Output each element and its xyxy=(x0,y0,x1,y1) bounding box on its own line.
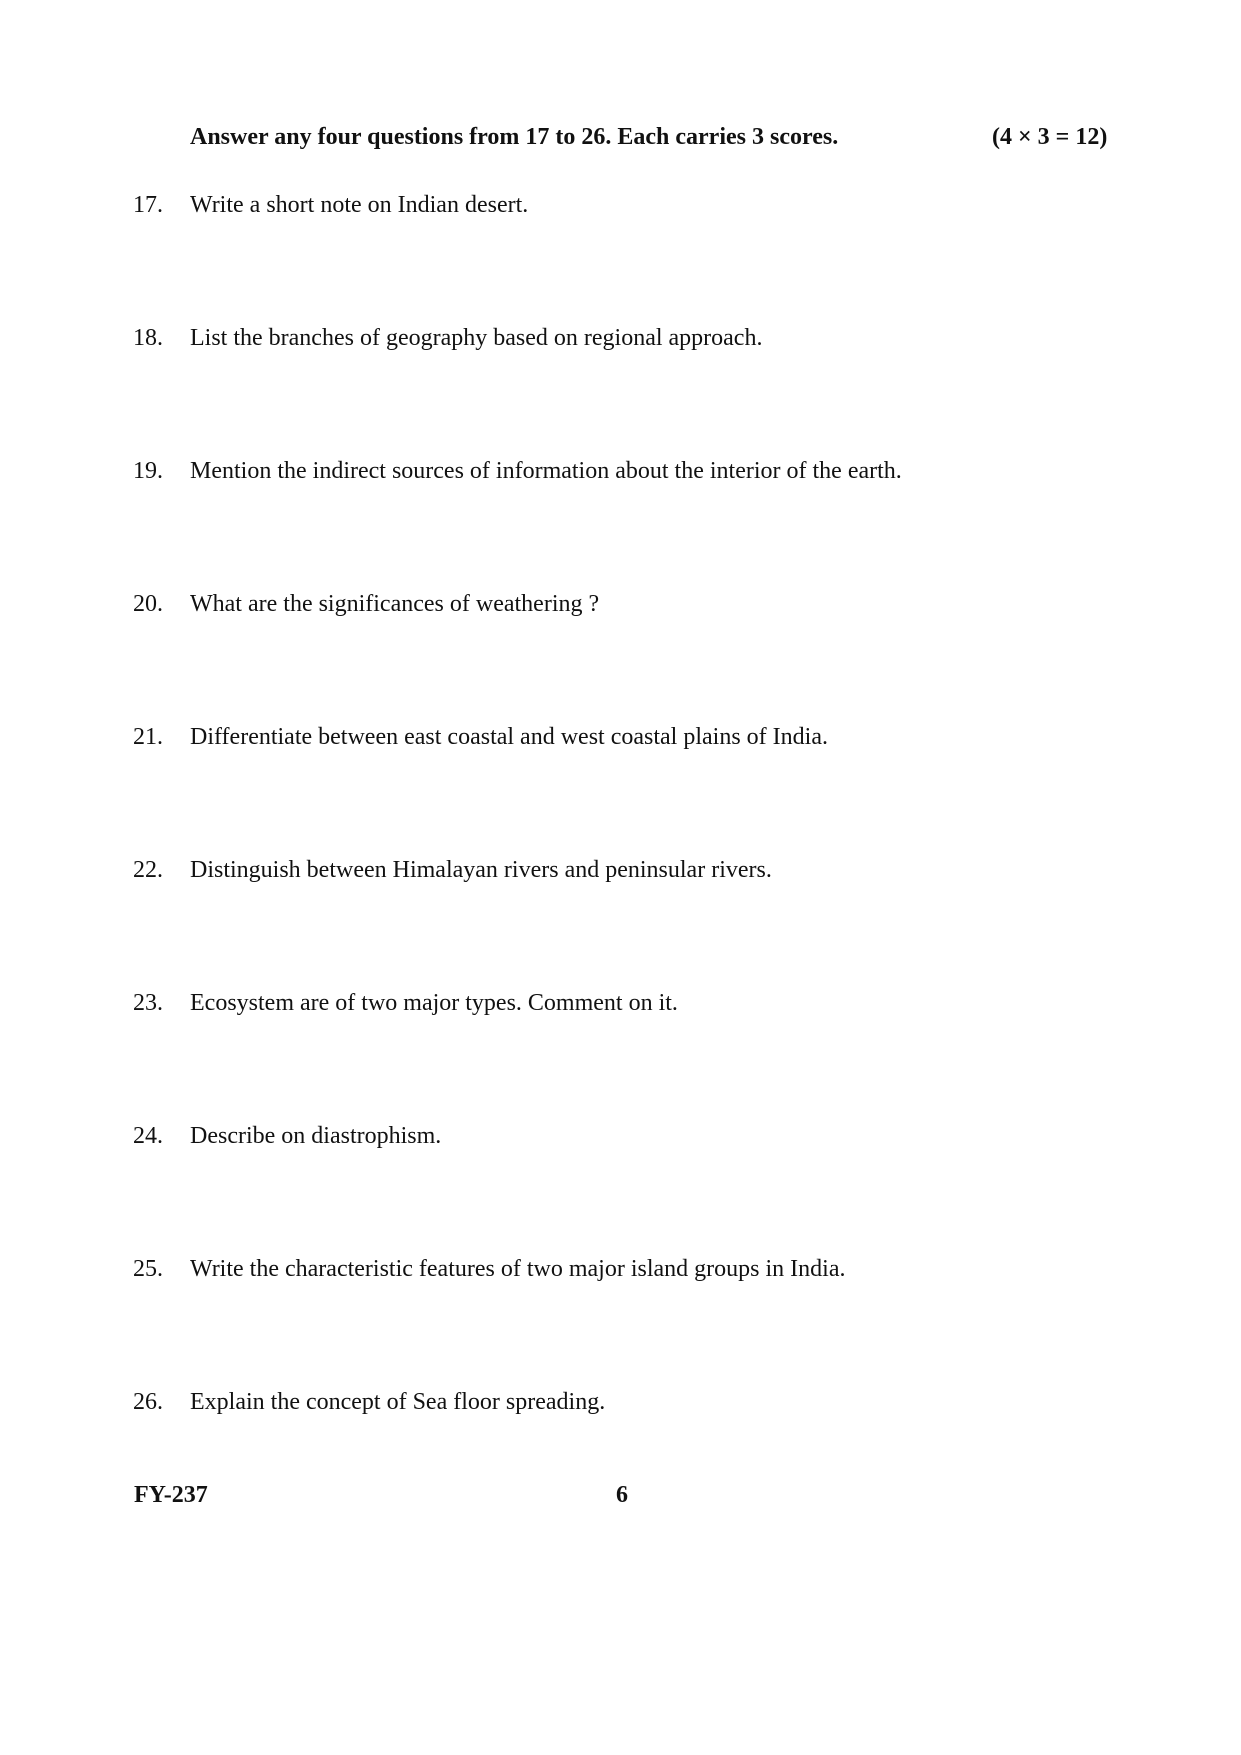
page-number: 6 xyxy=(616,1482,628,1508)
question-item xyxy=(133,451,1133,491)
question-number: 21. xyxy=(133,724,163,750)
question-text: Describe on diastrophism. xyxy=(190,1123,442,1149)
question-number: 23. xyxy=(133,990,163,1016)
question-text: Differentiate between east coastal and west coastal plains of India. xyxy=(190,724,828,750)
question-number: 17. xyxy=(133,192,163,218)
question-item xyxy=(133,1249,1133,1289)
question-text: Mention the indirect sources of information about the interior of the earth. xyxy=(190,458,902,484)
question-text: What are the significances of weathering ? xyxy=(190,591,600,617)
paper-code: FY-237 xyxy=(134,1482,208,1508)
question-number: 19. xyxy=(133,458,163,484)
question-text: Write the characteristic features of two major island groups in India. xyxy=(190,1256,846,1282)
question-text: List the branches of geography based on regional approach. xyxy=(190,325,763,351)
question-item xyxy=(133,850,1133,890)
question-item xyxy=(133,1116,1133,1156)
question-item xyxy=(133,318,1133,358)
question-item xyxy=(133,185,1133,225)
question-text: Write a short note on Indian desert. xyxy=(190,192,529,218)
question-number: 25. xyxy=(133,1256,163,1282)
question-item xyxy=(133,1382,1133,1422)
question-item xyxy=(133,983,1133,1023)
section-instruction: Answer any four questions from 17 to 26. Each carries 3 scores. xyxy=(190,124,839,150)
question-text: Distinguish between Himalayan rivers and peninsular rivers. xyxy=(190,857,772,883)
question-item xyxy=(133,717,1133,757)
question-item xyxy=(133,584,1133,624)
question-number: 22. xyxy=(133,857,163,883)
question-number: 24. xyxy=(133,1123,163,1149)
question-text: Explain the concept of Sea floor spreading. xyxy=(190,1389,606,1415)
question-number: 26. xyxy=(133,1389,163,1415)
question-number: 20. xyxy=(133,591,163,617)
question-text: Ecosystem are of two major types. Comment on it. xyxy=(190,990,678,1016)
section-marks: (4 × 3 = 12) xyxy=(992,124,1108,150)
question-number: 18. xyxy=(133,325,163,351)
